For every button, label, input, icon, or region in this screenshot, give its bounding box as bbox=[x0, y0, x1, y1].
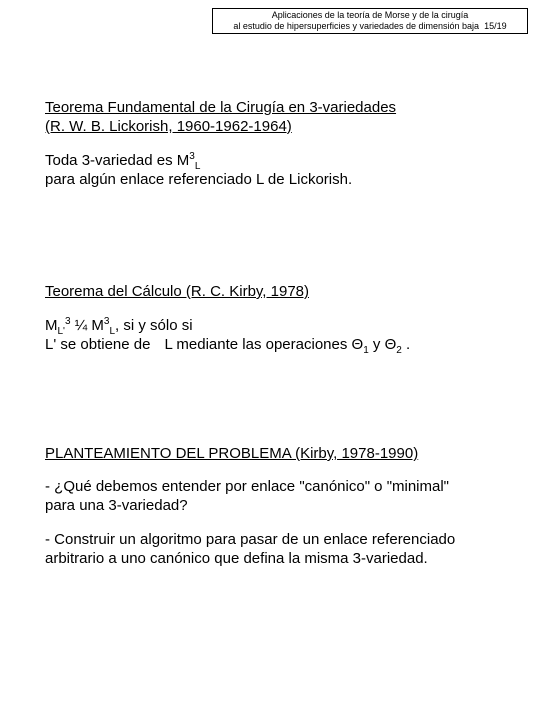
header-line-1: Aplicaciones de la teoría de Morse y de la cirugía bbox=[271, 10, 469, 20]
section2-line2 bbox=[45, 335, 410, 354]
section3-point2-line2: arbitrario a uno canónico que defina la misma 3-variedad. bbox=[45, 550, 428, 567]
section1-title-line1: Teorema Fundamental de la Cirugía en 3-variedades bbox=[45, 99, 397, 116]
line2-part-a: L' se obtiene de bbox=[45, 336, 151, 353]
equivalence-text: ¼ M bbox=[70, 317, 104, 334]
m1-subscript: L' bbox=[57, 326, 65, 337]
section1-body-line2: para algún enlace referenciado L de Lickorish. bbox=[45, 171, 353, 188]
section3-title: PLANTEAMIENTO DEL PROBLEMA (Kirby, 1978-1990) bbox=[45, 445, 419, 462]
section-fundamental-theorem bbox=[45, 98, 396, 189]
section3-point2-line1: - Construir un algoritmo para pasar de un enlace referenciado bbox=[45, 531, 456, 548]
line2-period: . bbox=[401, 336, 411, 353]
manifold-m1: M bbox=[45, 317, 58, 334]
theta2-subscript: 2 bbox=[396, 345, 402, 356]
line2-part-c: y Θ bbox=[368, 336, 397, 353]
section-calculus-theorem bbox=[45, 282, 410, 354]
slide-header bbox=[212, 8, 528, 34]
section-problem-statement bbox=[45, 444, 455, 568]
theta1-subscript: 1 bbox=[363, 345, 369, 356]
section1-body-text: Toda 3-variedad es M bbox=[45, 152, 190, 169]
header-subtitle: al estudio de hipersuperficies y variedades de dimensión baja bbox=[233, 21, 480, 31]
section2-line1 bbox=[45, 316, 410, 335]
header-line-2 bbox=[213, 21, 527, 32]
section3-point1-line2: para una 3-variedad? bbox=[45, 497, 188, 514]
m2-exponent: 3 bbox=[103, 316, 110, 327]
page-number: 15/19 bbox=[484, 21, 507, 31]
section1-exponent: 3 bbox=[189, 151, 195, 162]
section1-title-line2: (R. W. B. Lickorish, 1960-1962-1964) bbox=[45, 118, 292, 135]
m2-subscript: L bbox=[109, 326, 116, 337]
iff-text: , si y sólo si bbox=[115, 317, 193, 334]
line2-part-b: L mediante las operaciones Θ bbox=[164, 336, 364, 353]
section1-body-line1 bbox=[45, 151, 396, 170]
section3-point1-line1: - ¿Qué debemos entender por enlace "canónico" o "minimal" bbox=[45, 478, 450, 495]
section2-title: Teorema del Cálculo (R. C. Kirby, 1978) bbox=[45, 283, 309, 300]
section1-subscript: L bbox=[194, 161, 201, 172]
m1-exponent: 3 bbox=[64, 316, 71, 327]
